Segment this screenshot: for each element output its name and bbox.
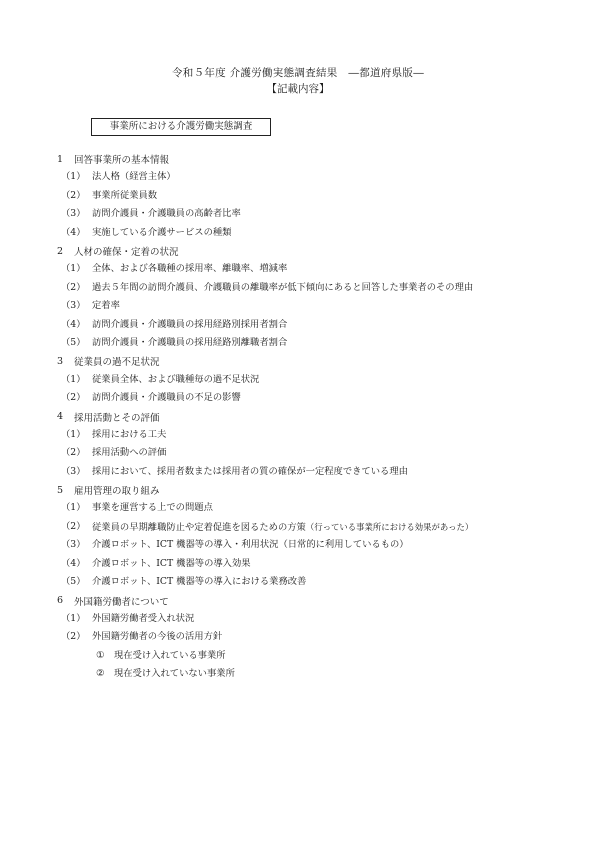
section-number: 4 xyxy=(57,411,64,423)
list-item xyxy=(0,573,596,591)
item-number: （1） xyxy=(61,502,86,514)
item-text: 事業所従業員数 xyxy=(92,189,158,201)
page-title: 令和５年度 介護労働実態調査結果 ―都道府県版― xyxy=(171,67,425,79)
list-item xyxy=(0,168,596,186)
sub-item-text: 現在受け入れていない事業所 xyxy=(114,667,235,679)
page-subtitle: 【記載内容】 xyxy=(266,83,330,95)
item-text: 介護ロボット、ICT 機器等の導入・利用状況（日常的に利用しているもの） xyxy=(92,539,409,551)
item-number: （1） xyxy=(61,373,86,385)
section-number: 2 xyxy=(57,245,64,257)
item-text: 介護ロボット、ICT 機器等の導入効果 xyxy=(92,557,251,569)
section-5 xyxy=(0,481,596,591)
item-number: （1） xyxy=(61,171,86,183)
list-item xyxy=(0,205,596,223)
list-item xyxy=(0,316,596,334)
section-3 xyxy=(0,352,596,407)
item-number: （4） xyxy=(61,557,86,569)
section-number: 1 xyxy=(57,153,64,165)
item-text: 訪問介護員・介護職員の採用経路別離職者割合 xyxy=(92,336,288,348)
list-item xyxy=(0,334,596,352)
section-title: 人材の確保・定着の状況 xyxy=(74,247,179,259)
list-item xyxy=(0,297,596,315)
contents-list xyxy=(0,150,596,683)
list-item xyxy=(0,610,596,628)
survey-box-label: 事業所における介護労働実態調査 xyxy=(91,118,271,136)
item-text: 従業員全体、および職種毎の過不足状況 xyxy=(92,373,260,385)
item-number: （3） xyxy=(61,300,86,312)
item-text: 定着率 xyxy=(92,300,120,312)
item-text: 過去５年間の訪問介護員、介護職員の離職率が低下傾向にあると回答した事業者のその理由 xyxy=(92,281,474,293)
item-number: （4） xyxy=(61,318,86,330)
section-title: 外国籍労働者について xyxy=(74,596,169,608)
item-number: （5） xyxy=(61,575,86,587)
list-item xyxy=(0,389,596,407)
item-note: （行っている事業所における効果があった） xyxy=(305,521,474,532)
item-text: 介護ロボット、ICT 機器等の導入における業務改善 xyxy=(92,575,307,587)
item-text: 事業を運営する上での問題点 xyxy=(92,502,213,514)
item-number: （2） xyxy=(61,281,86,293)
item-number: （3） xyxy=(61,208,86,220)
section-1 xyxy=(0,150,596,242)
item-number: （1） xyxy=(61,428,86,440)
list-item xyxy=(0,518,596,536)
sub-item-number: ② xyxy=(96,667,105,679)
item-text: 外国籍労働者の今後の活用方針 xyxy=(92,631,223,643)
list-item xyxy=(0,371,596,389)
sub-list-item xyxy=(0,647,596,665)
item-text: 採用における工夫 xyxy=(92,428,167,440)
list-item xyxy=(0,555,596,573)
section-title: 従業員の過不足状況 xyxy=(74,357,160,369)
list-item xyxy=(0,628,596,646)
item-text: 訪問介護員・介護職員の不足の影響 xyxy=(92,392,241,404)
item-number: （3） xyxy=(61,539,86,551)
item-text: 実施している介護サービスの種類 xyxy=(92,226,232,238)
item-number: （3） xyxy=(61,465,86,477)
item-text: 訪問介護員・介護職員の採用経路別採用者割合 xyxy=(92,318,288,330)
section-title: 雇用管理の取り組み xyxy=(74,486,160,498)
item-text: 全体、および各職種の採用率、離職率、増減率 xyxy=(92,263,288,275)
item-number: （2） xyxy=(61,447,86,459)
item-text: 外国籍労働者受入れ状況 xyxy=(92,612,195,624)
sub-item-text: 現在受け入れている事業所 xyxy=(114,649,226,661)
list-item xyxy=(0,444,596,462)
section-number: 6 xyxy=(57,595,64,607)
section-number: 3 xyxy=(57,355,64,367)
list-item xyxy=(0,260,596,278)
item-text: 従業員の早期離職防止や定着促進を図るための方策 xyxy=(92,521,306,533)
item-number: （2） xyxy=(61,631,86,643)
section-title: 採用活動とその評価 xyxy=(74,412,160,424)
item-number: （4） xyxy=(61,226,86,238)
item-number: （2） xyxy=(61,392,86,404)
item-text: 訪問介護員・介護職員の高齢者比率 xyxy=(92,208,241,220)
section-4 xyxy=(0,407,596,481)
section-2 xyxy=(0,242,596,352)
section-title: 回答事業所の基本情報 xyxy=(74,155,170,167)
item-number: （2） xyxy=(61,189,86,201)
list-item xyxy=(0,224,596,242)
list-item xyxy=(0,499,596,517)
list-item xyxy=(0,279,596,297)
list-item xyxy=(0,536,596,554)
sub-list-item xyxy=(0,665,596,683)
list-item xyxy=(0,426,596,444)
item-number: （1） xyxy=(61,612,86,624)
sub-item-number: ① xyxy=(96,649,105,661)
section-6 xyxy=(0,591,596,683)
list-item xyxy=(0,187,596,205)
item-number: （2） xyxy=(61,520,86,532)
item-text: 法人格（経営主体） xyxy=(92,171,176,183)
section-number: 5 xyxy=(57,484,64,496)
item-number: （1） xyxy=(61,263,86,275)
list-item xyxy=(0,463,596,481)
item-text: 採用活動への評価 xyxy=(92,447,167,459)
item-number: （5） xyxy=(61,336,86,348)
item-text: 採用において、採用者数または採用者の質の確保が一定程度できている理由 xyxy=(92,465,408,477)
